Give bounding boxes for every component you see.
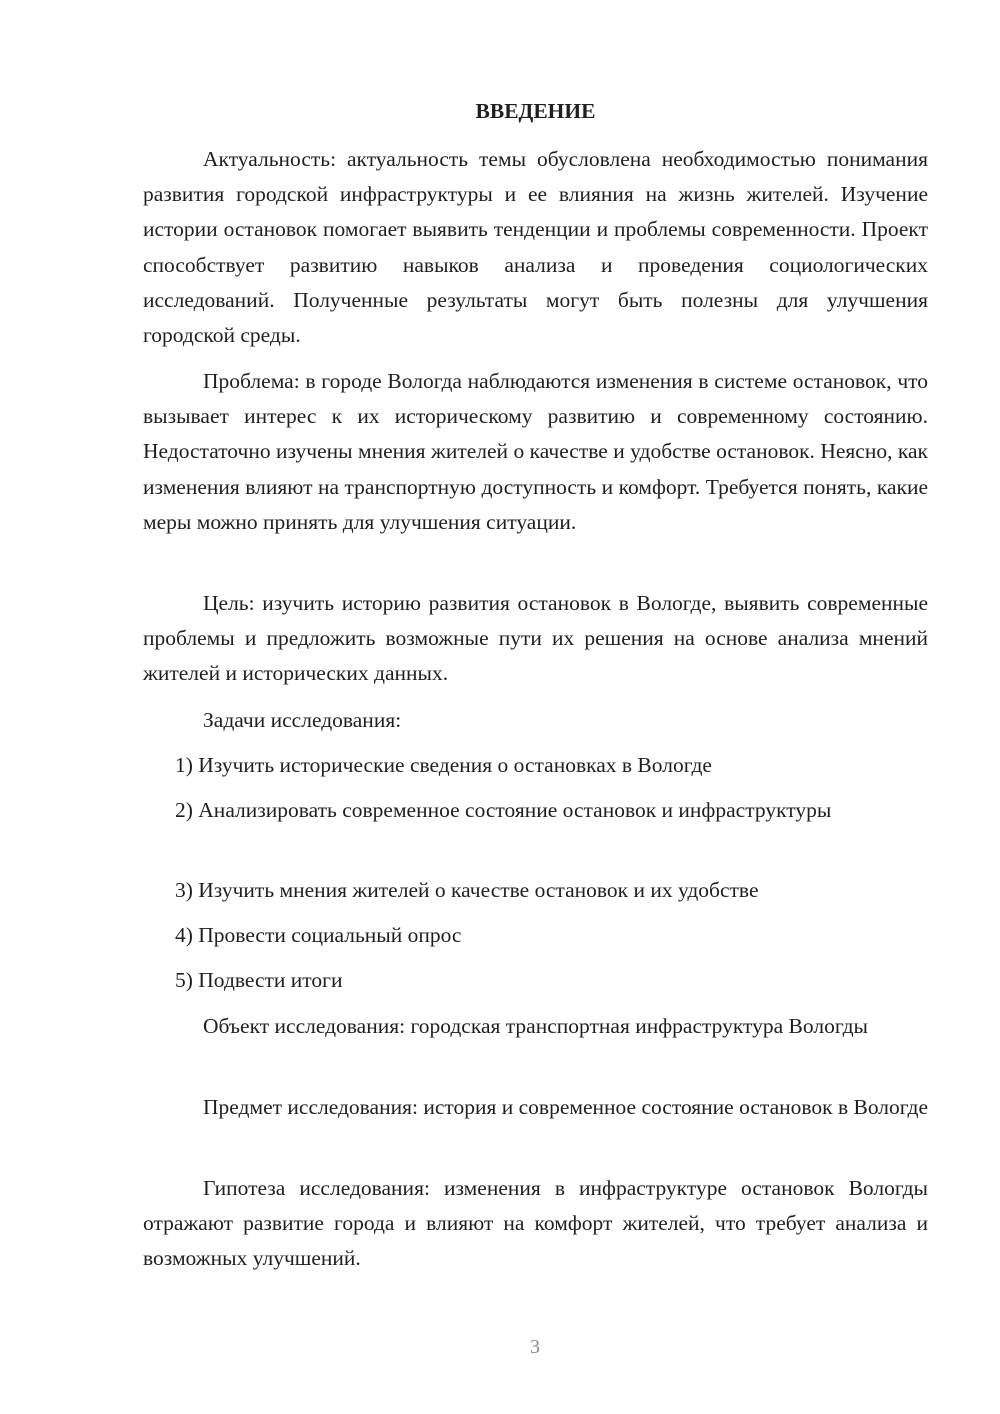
paragraph-problem: Проблема: в городе Вологда наблюдаются изменения в системе остановок, что вызывает интерес к их историческому развитию и современному состоянию. Недостаточно изучены мнения жителей о качестве и удобстве остановок. Неясно, как изменения влияют на транспортную доступность и комфорт. Требуется понять, какие меры можно принять для улучшения ситуации.	[143, 369, 928, 534]
page-number: 3	[530, 1336, 540, 1358]
tasks-heading: Задачи исследования:	[203, 708, 402, 732]
paragraph-relevance: Актуальность: актуальность темы обусловлена необходимостью понимания развития городской инфраструктуры и ее влияния на жизнь жителей. Изучение истории остановок помогает выявить тенденции и проблемы современности. Проект способствует развитию навыков анализа и проведения социологических исследований. Полученные результаты могут быть полезны для улучшения городской среды.	[143, 147, 928, 348]
paragraph-goal: Цель: изучить историю развития остановок в Вологде, выявить современные проблемы и предложить возможные пути их решения на основе анализа мнений жителей и исторических данных.	[143, 591, 928, 686]
task-item: 5) Подвести итоги	[175, 968, 343, 992]
paragraph-hypothesis: Гипотеза исследования: изменения в инфраструктуре остановок Вологды отражают развитие города и влияют на комфорт жителей, что требует анализа и возможных улучшений.	[143, 1176, 928, 1271]
task-item: 4) Провести социальный опрос	[175, 923, 462, 947]
section-title: ВВЕДЕНИЕ	[475, 99, 596, 123]
paragraph-object: Объект исследования: городская транспортная инфраструктура Вологды	[203, 1014, 868, 1038]
task-item: 1) Изучить исторические сведения о остановках в Вологде	[175, 753, 712, 777]
task-item: 2) Анализировать современное состояние остановок и инфраструктуры	[175, 798, 832, 822]
paragraph-subject: Предмет исследования: история и современное состояние остановок в Вологде	[203, 1095, 929, 1119]
task-item: 3) Изучить мнения жителей о качестве остановок и их удобстве	[175, 878, 759, 902]
